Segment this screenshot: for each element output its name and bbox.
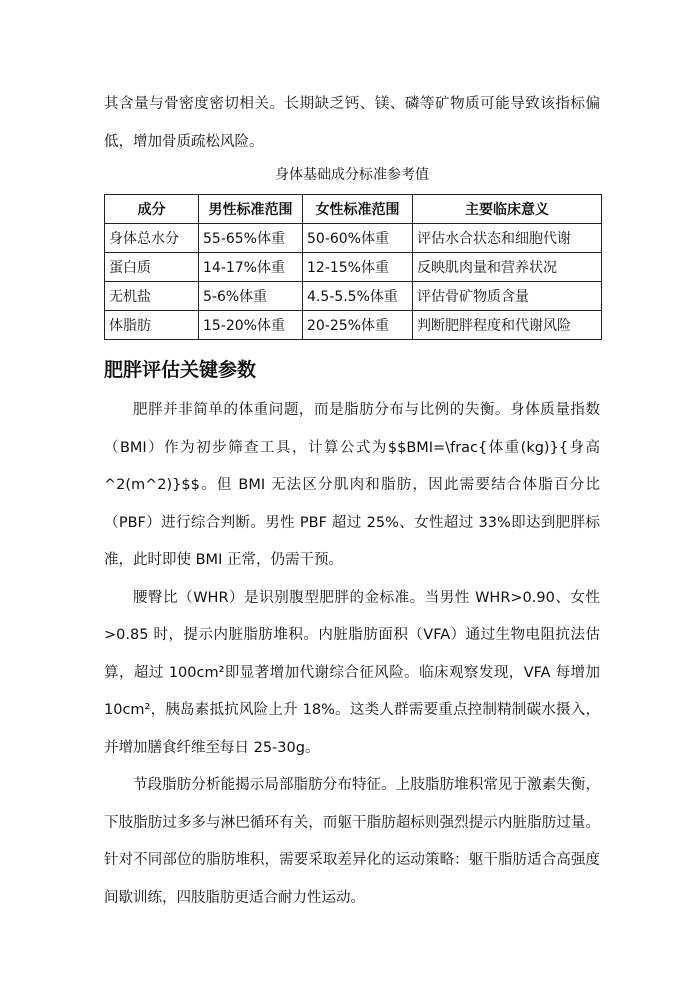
column-header-component: 成分 — [105, 195, 199, 224]
column-header-male-range: 男性标准范围 — [199, 195, 303, 224]
body-paragraph: 节段脂肪分析能揭示局部脂肪分布特征。上肢脂肪堆积常见于激素失衡，下肢脂肪过多多与淋巴循环有关，而躯干脂肪超标则强烈提示内脏脂肪过量。针对不同部位的脂肪堆积，需要采取差异化的运动策略：躯干脂肪适合高强度间歇训练，四肢脂肪更适合耐力性运动。 — [104, 777, 600, 906]
table-cell: 判断肥胖程度和代谢风险 — [413, 311, 602, 340]
table-cell: 55-65%体重 — [199, 224, 303, 253]
body-paragraph: 肥胖并非简单的体重问题，而是脂肪分布与比例的失衡。身体质量指数（BMI）作为初步筛查工具，计算公式为$$BMI=\frac{体重(kg)}{身高^2(m^2)}$$。但 BMI 无法区分肌肉和脂肪，因此需要结合体脂百分比（PBF）进行综合判断。男性 PBF 超过 25%、女性超过 33%即达到肥胖标准，此时即使 BMI 正常，仍需干预。 — [104, 402, 600, 568]
section-heading: 肥胖评估关键参数 — [104, 359, 257, 381]
table-cell: 15-20%体重 — [199, 311, 303, 340]
document-page — [104, 86, 600, 917]
table-row — [105, 311, 602, 340]
column-header-female-range: 女性标准范围 — [303, 195, 413, 224]
column-header-clinical-meaning: 主要临床意义 — [413, 195, 602, 224]
intro-paragraph: 其含量与骨密度密切相关。长期缺乏钙、镁、磷等矿物质可能导致该指标偏低，增加骨质疏松风险。 — [104, 96, 600, 150]
table-cell: 12-15%体重 — [303, 253, 413, 282]
table-cell: 无机盐 — [105, 282, 199, 311]
table-cell: 20-25%体重 — [303, 311, 413, 340]
table-cell: 14-17%体重 — [199, 253, 303, 282]
table-cell: 评估骨矿物质含量 — [413, 282, 602, 311]
table-cell: 50-60%体重 — [303, 224, 413, 253]
body-paragraph: 腰臀比（WHR）是识别腹型肥胖的金标准。当男性 WHR>0.90、女性>0.85 时，提示内脏脂肪堆积。内脏脂肪面积（VFA）通过生物电阻抗法估算，超过 100cm²即显著增加代谢综合征风险。临床观察发现，VFA 每增加 10cm²，胰岛素抵抗风险上升 18%。这类人群需要重点控制精制碳水摄入，并增加膳食纤维至每日 25-30g。 — [104, 589, 600, 756]
table-caption: 身体基础成分标准参考值 — [275, 167, 429, 183]
table-cell: 反映肌肉量和营养状况 — [413, 253, 602, 282]
table-row — [105, 224, 602, 253]
table-cell: 5-6%体重 — [199, 282, 303, 311]
table-cell: 评估水合状态和细胞代谢 — [413, 224, 602, 253]
table-row — [105, 282, 602, 311]
table-cell: 体脂肪 — [105, 311, 199, 340]
table-row — [105, 253, 602, 282]
table-cell: 蛋白质 — [105, 253, 199, 282]
table-cell: 身体总水分 — [105, 224, 199, 253]
table-cell: 4.5-5.5%体重 — [303, 282, 413, 311]
reference-table — [104, 194, 602, 340]
table-header-row — [105, 195, 602, 224]
